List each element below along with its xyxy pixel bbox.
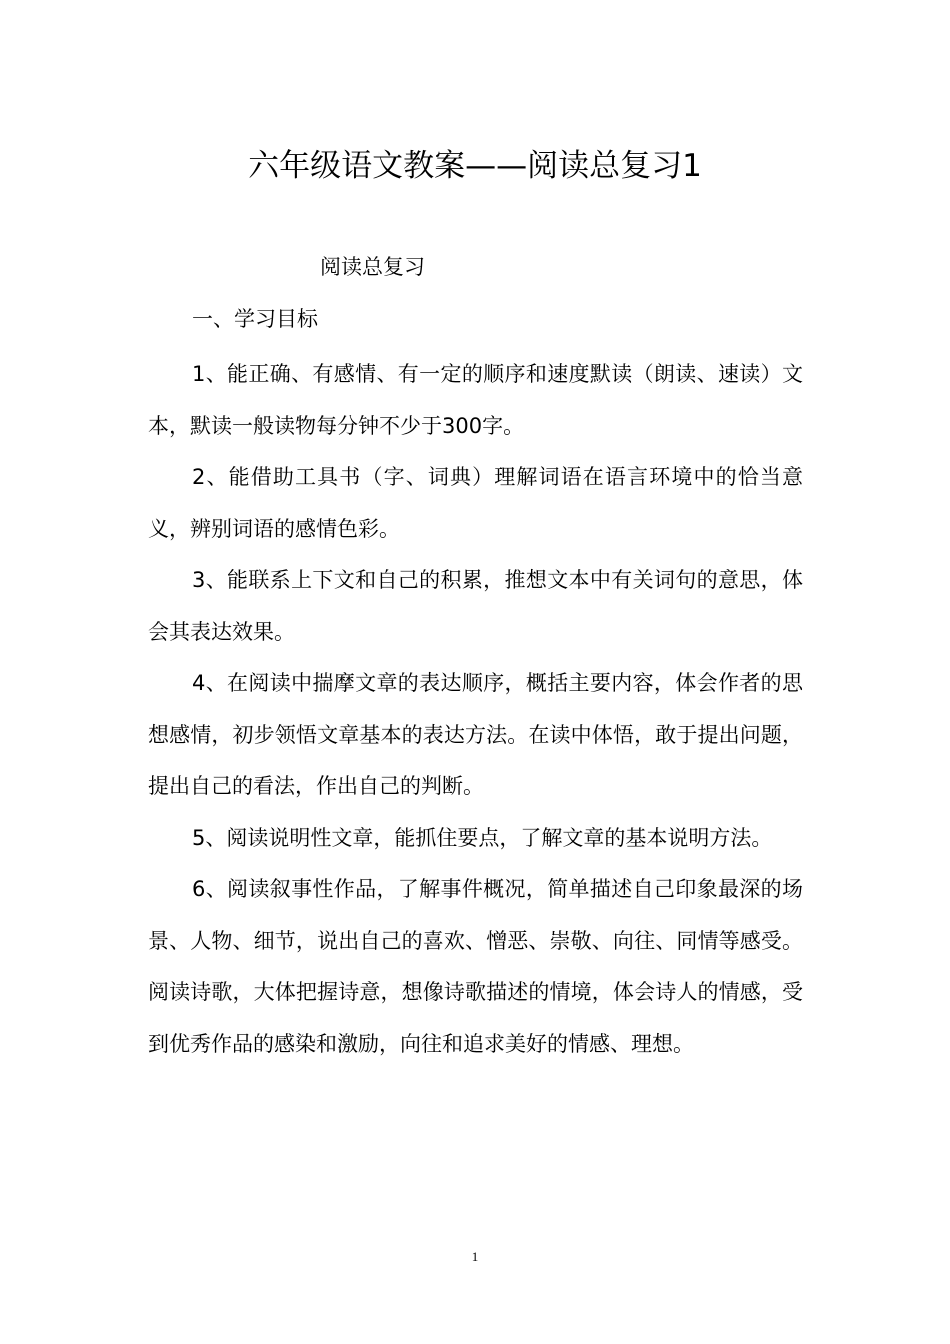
objective-item: 2、能借助工具书（字、词典）理解词语在语言环境中的恰当意义，辨别词语的感情色彩。: [148, 465, 803, 541]
subtitle: 阅读总复习: [320, 255, 425, 279]
objective-item: 6、阅读叙事性作品，了解事件概况，简单描述自己印象最深的场景、人物、细节，说出自己的喜欢、憎恶、崇敬、向往、同情等感受。阅读诗歌，大体把握诗意，想像诗歌描述的情境，体会诗人的情感，受到优秀作品的感染和激励，向往和追求美好的情感、理想。: [148, 877, 803, 1056]
objective-item: 4、在阅读中揣摩文章的表达顺序，概括主要内容，体会作者的思想感情，初步领悟文章基本的表达方法。在读中体悟，敢于提出问题，提出自己的看法，作出自己的判断。: [148, 671, 803, 798]
page-number: 1: [471, 1249, 479, 1264]
page-title: 六年级语文教案——阅读总复习1: [248, 147, 702, 184]
objective-item: 3、能联系上下文和自己的积累，推想文本中有关词句的意思，体会其表达效果。: [148, 568, 803, 644]
section-heading-learning-goals: 一、学习目标: [192, 307, 318, 331]
objectives-list: [148, 349, 803, 1070]
objective-item: 5、阅读说明性文章，能抓住要点，了解文章的基本说明方法。: [192, 825, 773, 850]
objective-item: 1、能正确、有感情、有一定的顺序和速度默读（朗读、速读）文本，默读一般读物每分钟不少于300字。: [148, 362, 803, 438]
